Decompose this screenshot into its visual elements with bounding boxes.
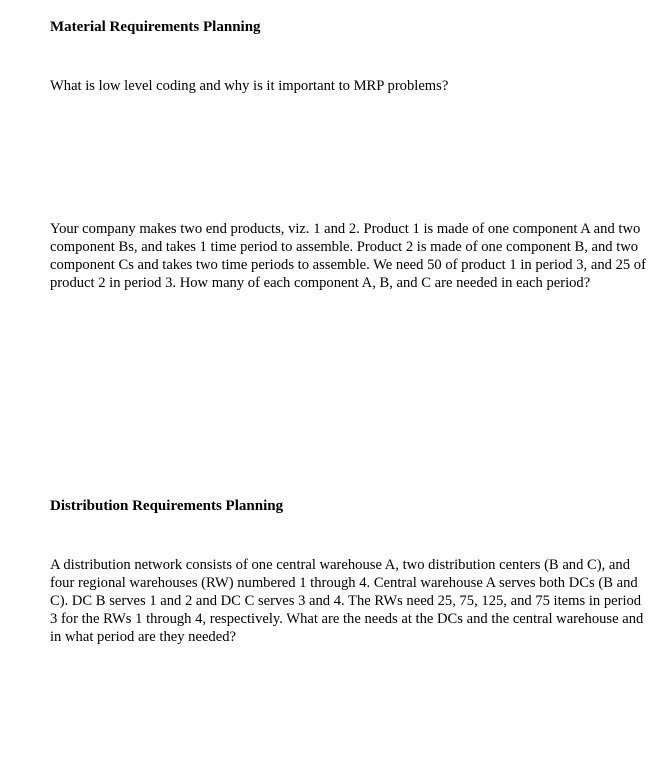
drp-heading: Distribution Requirements Planning bbox=[50, 498, 284, 514]
mrp-problem: Your company makes two end products, viz. 1 and 2. Product 1 is made of one component A and two component Bs, and takes 1 time period to assemble. Product 2 is made of one component B, and two component Cs and takes two time periods to assemble. We need 50 of product 1 in period 3, and 25 of product 2 in period 3. How many of each component A, B, and C are needed in each period? bbox=[50, 221, 646, 292]
mrp-question: What is low level coding and why is it important to MRP problems? bbox=[50, 78, 449, 94]
drp-problem: A distribution network consists of one central warehouse A, two distribution centers (B and C), and four regional warehouses (RW) numbered 1 through 4. Central warehouse A serves both DCs (B and C). DC B serves 1 and 2 and DC C serves 3 and 4. The RWs need 25, 75, 125, and 75 items in period 3 for the RWs 1 through 4, respectively. What are the needs at the DCs and the central warehouse and in what period are they needed? bbox=[50, 557, 644, 646]
mrp-heading: Material Requirements Planning bbox=[50, 19, 261, 35]
